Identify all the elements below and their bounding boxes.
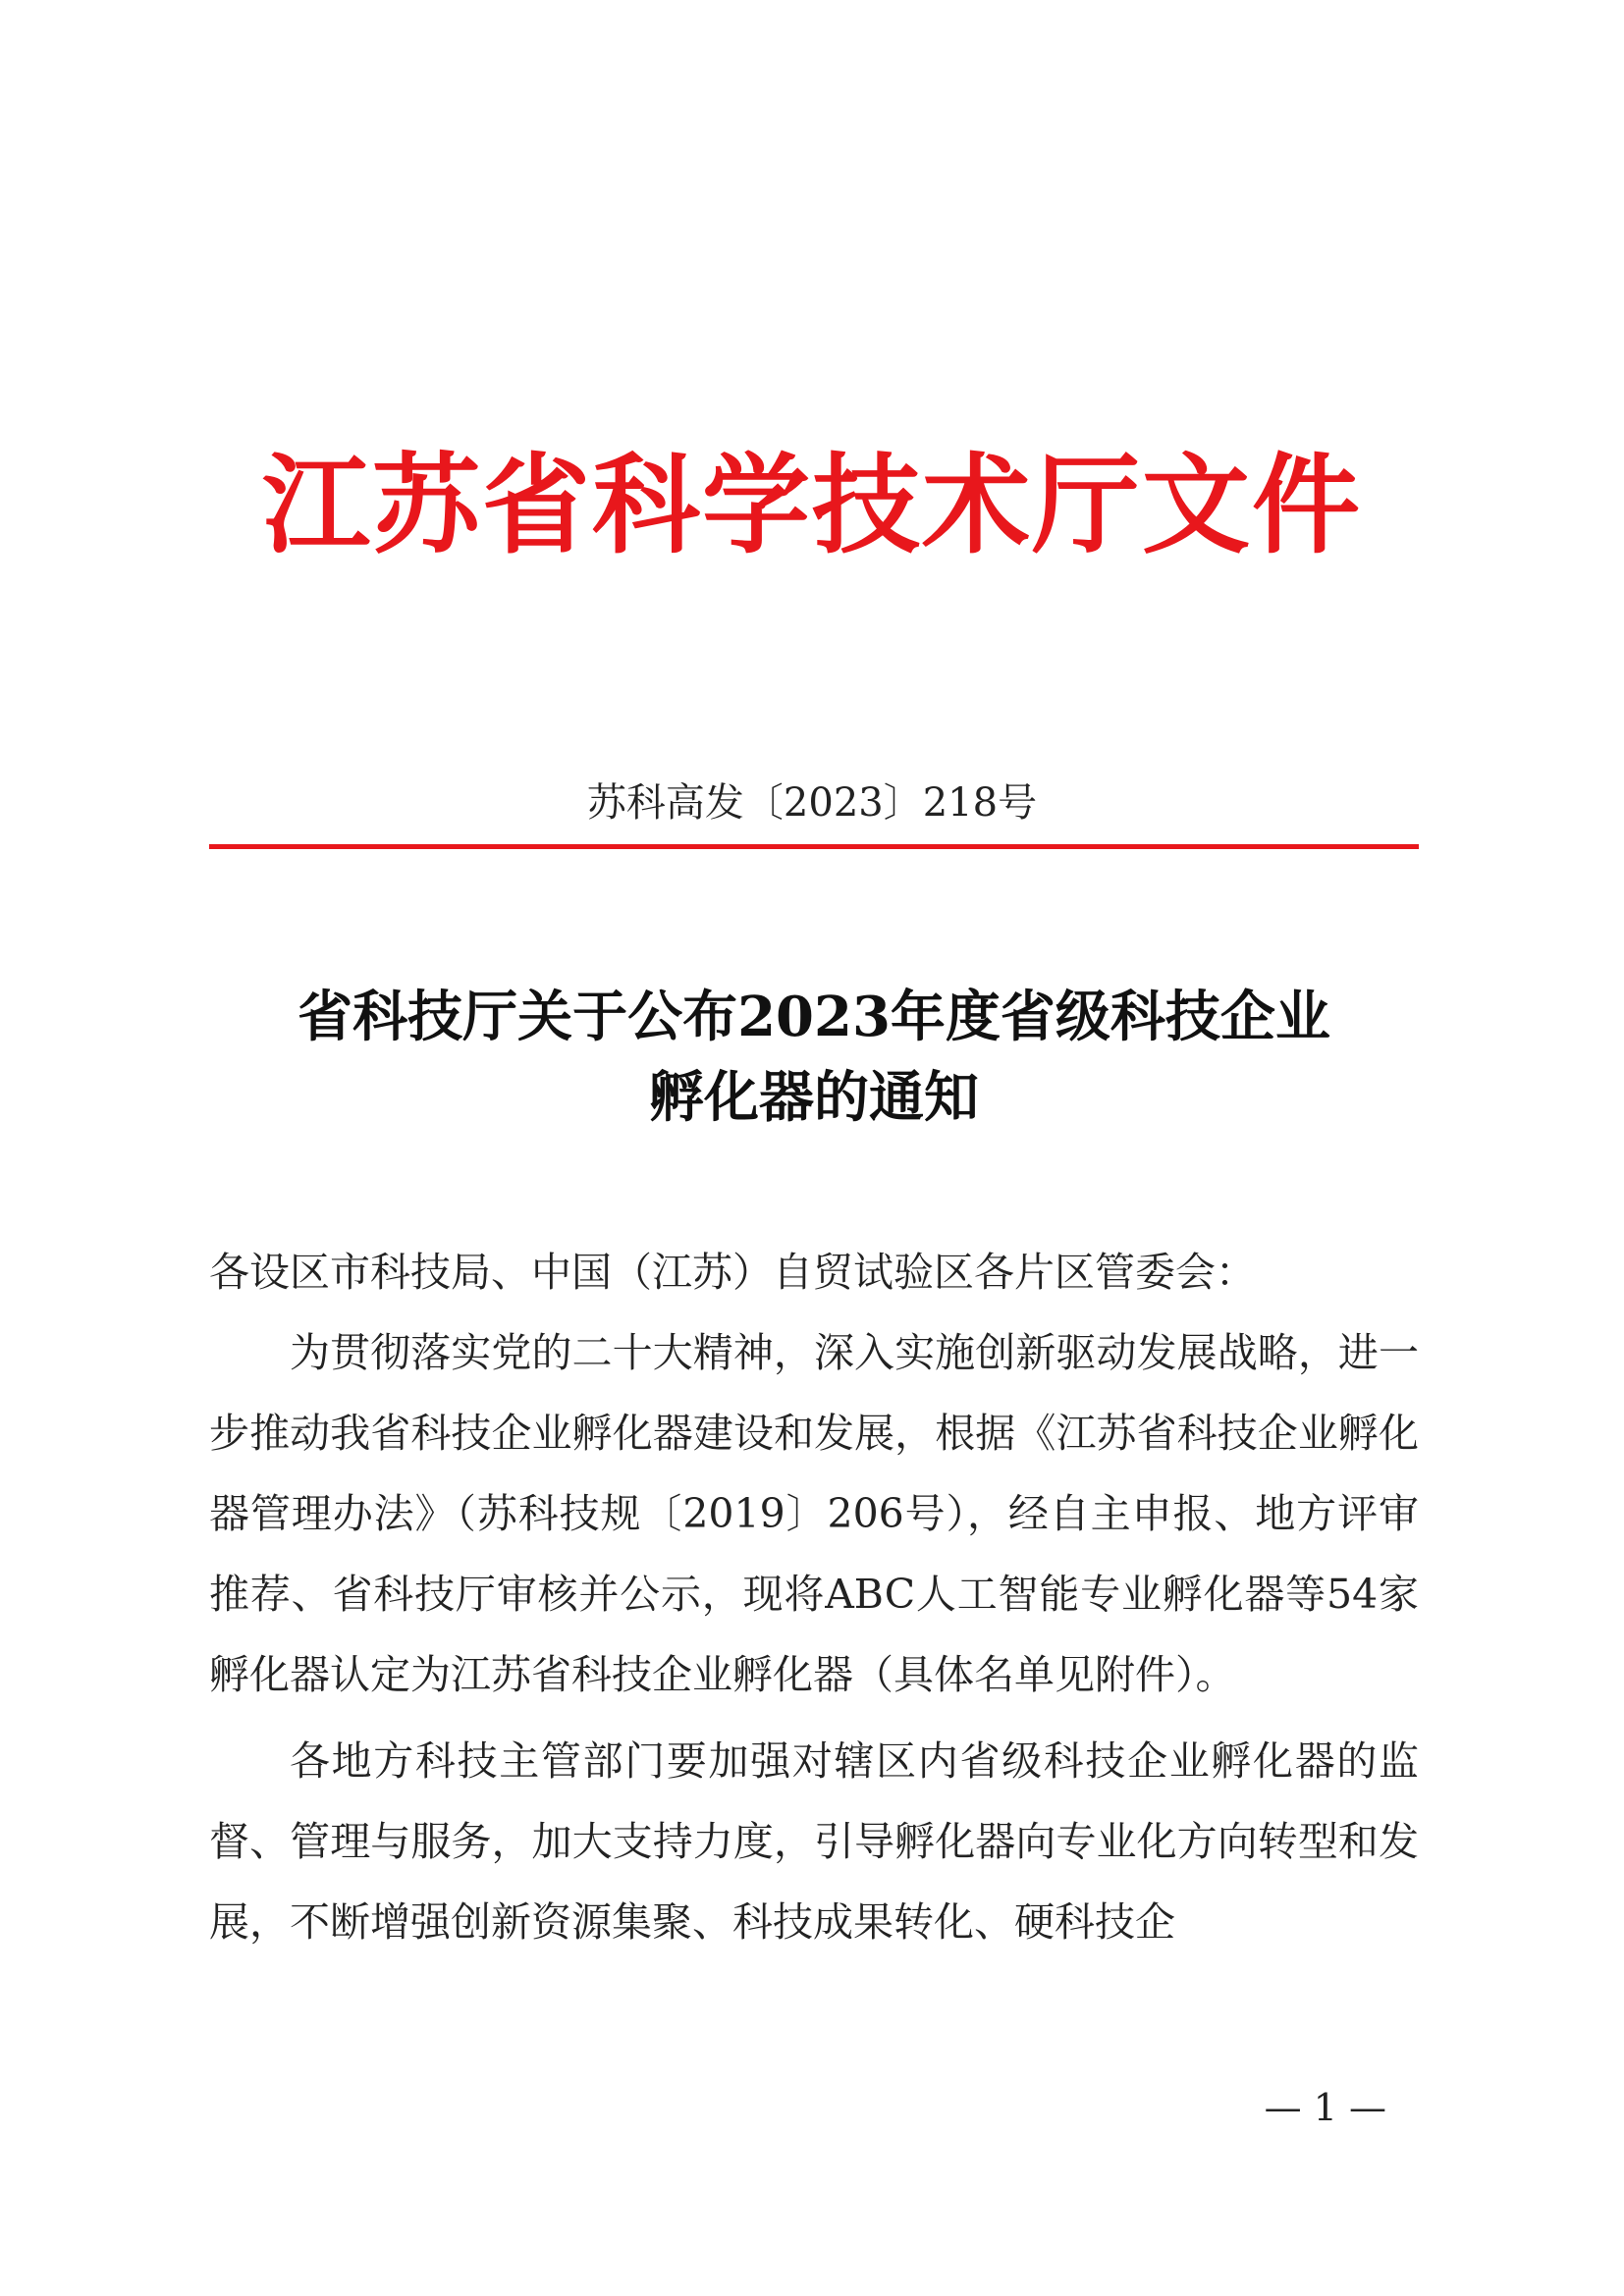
page-number: — 1 — [1264,2086,1386,2129]
notice-title [209,977,1419,1138]
notice-title-line-1: 省科技厅关于公布2023年度省级科技企业 [298,985,1330,1049]
notice-body [209,1232,1419,1962]
body-paragraph-2: 各地方科技主管部门要加强对辖区内省级科技企业孵化器的监督、管理与服务，加大支持力度，引导孵化器向专业化方向转型和发展，不断增强创新资源集聚、科技成果转化、硬科技企 [209,1737,1419,1946]
notice-title-line-2: 孵化器的通知 [649,1065,979,1130]
document-number: 苏科高发〔2023〕218号 [586,780,1038,826]
recipients-line: 各设区市科技局、中国（江苏）自贸试验区各片区管委会： [209,1249,1256,1296]
body-paragraph-1: 为贯彻落实党的二十大精神，深入实施创新驱动发展战略，进一步推动我省科技企业孵化器建设和发展，根据《江苏省科技企业孵化器管理办法》（苏科技规〔2019〕206号），经自主申报、地方评审推荐、省科技厅审核并公示，现将ABC人工智能专业孵化器等54家孵化器认定为江苏省科技企业孵化器（具体名单见附件）。 [209,1329,1419,1698]
agency-document-header: 江苏省科学技术厅文件 [262,443,1362,568]
red-divider-line [209,844,1419,849]
